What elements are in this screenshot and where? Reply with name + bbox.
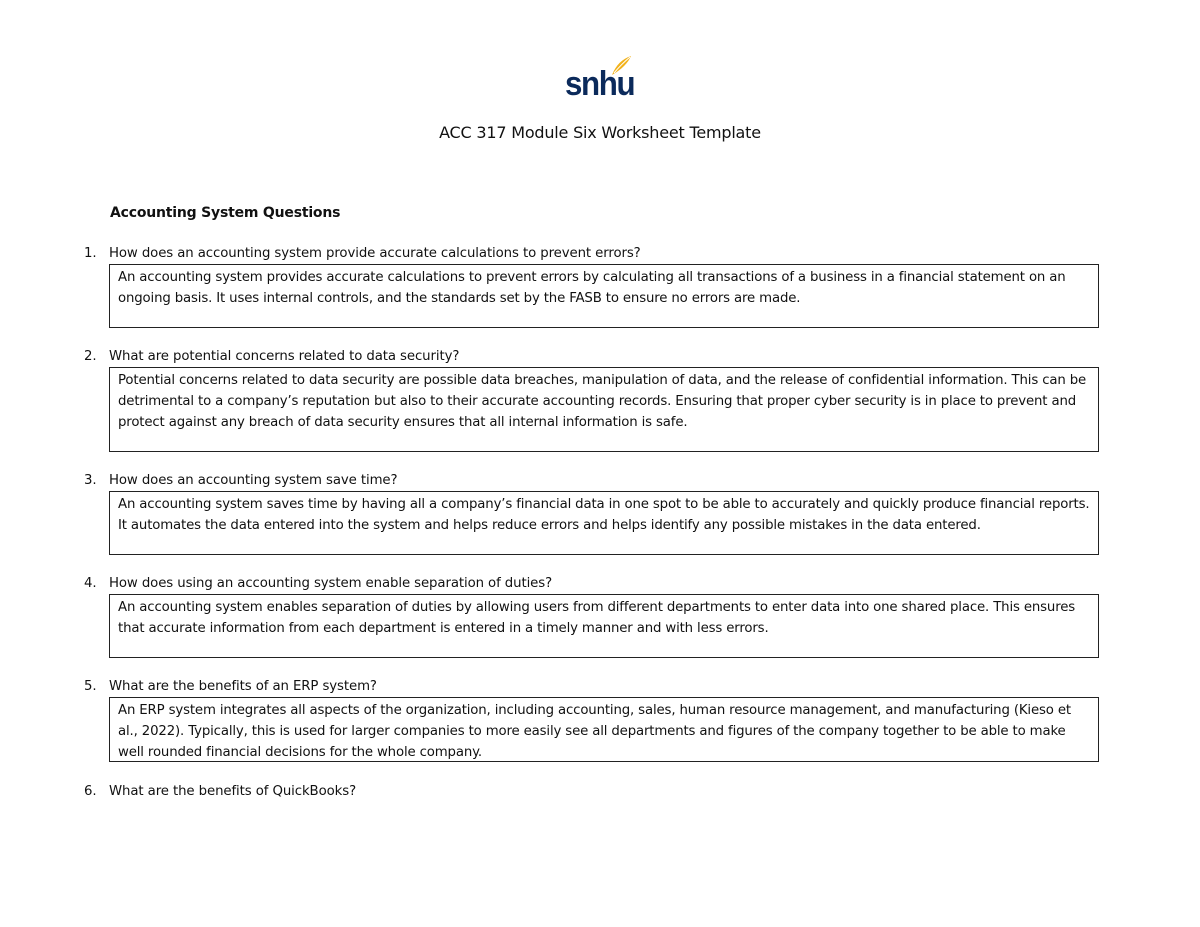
question-number: 5. <box>84 679 97 694</box>
answer-box-5[interactable]: An ERP system integrates all aspects of the organization, including accounting, sales, human resource management, and manufacturing (Kieso et al., 2022). Typically, this is used for larger companies to more easily see all departments and figures of the company together to be able to make well rounded financial decisions for the whole company. <box>109 697 1099 762</box>
question-number: 2. <box>84 349 97 364</box>
question-text: What are the benefits of QuickBooks? <box>109 784 357 799</box>
answer-box-2[interactable]: Potential concerns related to data security are possible data breaches, manipulation of data, and the release of confidential information. This can be detrimental to a company’s reputation but also to their accurate accounting records. Ensuring that proper cyber security is in place to prevent and protect against any breach of data security ensures that all internal information is safe. <box>109 367 1099 452</box>
question-text: How does an accounting system provide accurate calculations to prevent errors? <box>109 246 641 261</box>
question-5 <box>84 679 377 694</box>
document-title: ACC 317 Module Six Worksheet Template <box>439 123 761 142</box>
question-text: How does an accounting system save time? <box>109 473 398 488</box>
answer-box-3[interactable]: An accounting system saves time by having all a company’s financial data in one spot to be able to accurately and quickly produce financial reports. It automates the data entered into the system and helps reduce errors and helps identify any possible mistakes in the data entered. <box>109 491 1099 555</box>
question-number: 3. <box>84 473 97 488</box>
question-number: 6. <box>84 784 97 799</box>
snhu-logo <box>560 55 640 107</box>
answer-box-1[interactable]: An accounting system provides accurate calculations to prevent errors by calculating all transactions of a business in a financial statement on an ongoing basis. It uses internal controls, and the standards set by the FASB to ensure no errors are made. <box>109 264 1099 328</box>
answer-box-4[interactable]: An accounting system enables separation of duties by allowing users from different departments to enter data into one shared place. This ensures that accurate information from each department is entered in a timely manner and with less errors. <box>109 594 1099 658</box>
question-4 <box>84 576 552 591</box>
question-2 <box>84 349 459 364</box>
question-1 <box>84 246 641 261</box>
question-3 <box>84 473 397 488</box>
question-number: 4. <box>84 576 97 591</box>
logo-wordmark: snhu <box>565 65 635 103</box>
question-number: 1. <box>84 246 97 261</box>
section-heading: Accounting System Questions <box>110 205 341 221</box>
question-text: What are potential concerns related to data security? <box>109 349 460 364</box>
question-text: What are the benefits of an ERP system? <box>109 679 377 694</box>
question-text: How does using an accounting system enable separation of duties? <box>109 576 553 591</box>
question-6 <box>84 784 356 799</box>
